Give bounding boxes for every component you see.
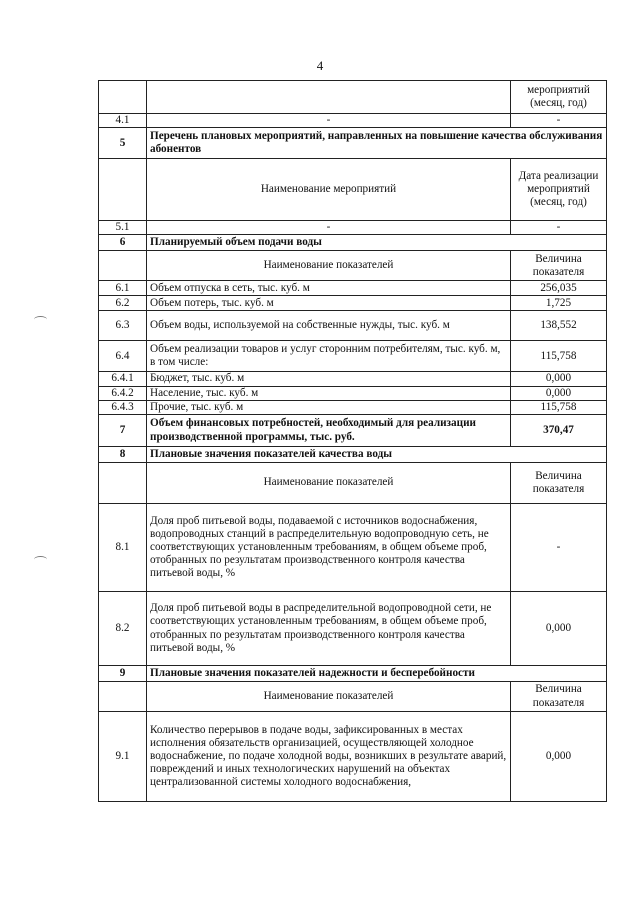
row-text: Количество перерывов в подаче воды, зафиксированных в местах исполнения обязательств организацией, осуществляющей холодное водоснабжение, по подаче холодной воды, возникших в результате аварий, повреждений и иных технологических нарушений на объектах централизованной системы холодного водоснабжения,	[147, 712, 511, 802]
table-row	[99, 447, 607, 463]
row-text: Население, тыс. куб. м	[147, 386, 511, 400]
row-value: Величина показателя	[511, 251, 607, 281]
row-text: Объем воды, используемой на собственные нужды, тыс. куб. м	[147, 311, 511, 341]
row-number: 4.1	[99, 114, 147, 128]
table-row	[99, 114, 607, 128]
row-value: 0,000	[511, 386, 607, 400]
table-row	[99, 221, 607, 235]
row-text: Доля проб питьевой воды в распределительной водопроводной сети, не соответствующих установленным требованиям, в общем объеме проб, отобранных по результатам производственного контроля качества питьевой воды, %	[147, 592, 511, 666]
row-value: 0,000	[511, 592, 607, 666]
row-number	[99, 463, 147, 504]
row-text: -	[147, 221, 511, 235]
row-value: мероприятий (месяц, год)	[511, 81, 607, 114]
table-row	[99, 311, 607, 341]
row-number: 6.4.2	[99, 386, 147, 400]
margin-mark	[34, 316, 47, 323]
row-text: Наименование показателей	[147, 463, 511, 504]
row-value: Дата реализации мероприятий (месяц, год)	[511, 159, 607, 221]
row-value: 115,758	[511, 341, 607, 372]
row-number: 6	[99, 235, 147, 251]
row-value: 0,000	[511, 712, 607, 802]
row-number: 6.4.3	[99, 400, 147, 414]
row-number: 6.4.1	[99, 372, 147, 386]
section-title: Планируемый объем подачи воды	[147, 235, 607, 251]
row-value: 138,552	[511, 311, 607, 341]
section-title: Перечень плановых мероприятий, направленных на повышение качества обслуживания абонентов	[147, 128, 607, 159]
table-row	[99, 251, 607, 281]
section-title: Плановые значения показателей надежности и бесперебойности	[147, 666, 607, 682]
table-row	[99, 235, 607, 251]
row-text	[147, 81, 511, 114]
row-number: 8	[99, 447, 147, 463]
row-number	[99, 81, 147, 114]
row-text: -	[147, 114, 511, 128]
table-row	[99, 341, 607, 372]
table-row	[99, 296, 607, 311]
row-value: 256,035	[511, 281, 607, 296]
row-text: Наименование мероприятий	[147, 159, 511, 221]
row-text: Наименование показателей	[147, 251, 511, 281]
row-number: 6.4	[99, 341, 147, 372]
row-number: 6.3	[99, 311, 147, 341]
row-number	[99, 682, 147, 712]
table-row	[99, 504, 607, 592]
row-value: -	[511, 221, 607, 235]
row-text: Прочие, тыс. куб. м	[147, 400, 511, 414]
row-text: Доля проб питьевой воды, подаваемой с источников водоснабжения, водопроводных станций в распределительную водопроводную сеть, не соответствующих установленным требованиям, в общем объеме проб, отобранных по результатам производственного контроля качества питьевой воды, %	[147, 504, 511, 592]
row-value: 115,758	[511, 400, 607, 414]
row-number: 8.2	[99, 592, 147, 666]
row-value: 370,47	[511, 415, 607, 447]
table-row	[99, 159, 607, 221]
row-text: Объем финансовых потребностей, необходимый для реализации производственной программы, тыс. руб.	[147, 415, 511, 447]
row-number: 6.2	[99, 296, 147, 311]
row-text: Наименование показателей	[147, 682, 511, 712]
program-table	[98, 80, 607, 802]
row-value: Величина показателя	[511, 682, 607, 712]
row-number: 9.1	[99, 712, 147, 802]
table-row	[99, 128, 607, 159]
table-row	[99, 682, 607, 712]
row-value: Величина показателя	[511, 463, 607, 504]
table-row	[99, 400, 607, 414]
row-number	[99, 251, 147, 281]
row-value: -	[511, 504, 607, 592]
section-title: Плановые значения показателей качества воды	[147, 447, 607, 463]
table-row	[99, 592, 607, 666]
row-number: 9	[99, 666, 147, 682]
table-row	[99, 281, 607, 296]
table-row	[99, 386, 607, 400]
row-number: 5	[99, 128, 147, 159]
margin-mark	[34, 556, 47, 563]
row-text: Объем отпуска в сеть, тыс. куб. м	[147, 281, 511, 296]
table-row	[99, 666, 607, 682]
row-number: 6.1	[99, 281, 147, 296]
row-text: Бюджет, тыс. куб. м	[147, 372, 511, 386]
row-number: 7	[99, 415, 147, 447]
row-value: 1,725	[511, 296, 607, 311]
table-row	[99, 81, 607, 114]
table-row	[99, 463, 607, 504]
row-number	[99, 159, 147, 221]
row-number: 8.1	[99, 504, 147, 592]
table-row	[99, 712, 607, 802]
table-row	[99, 415, 607, 447]
row-number: 5.1	[99, 221, 147, 235]
page-number: 4	[316, 58, 324, 73]
row-text: Объем реализации товаров и услуг сторонним потребителям, тыс. куб. м, в том числе:	[147, 341, 511, 372]
row-text: Объем потерь, тыс. куб. м	[147, 296, 511, 311]
table-row	[99, 372, 607, 386]
row-value: -	[511, 114, 607, 128]
row-value: 0,000	[511, 372, 607, 386]
